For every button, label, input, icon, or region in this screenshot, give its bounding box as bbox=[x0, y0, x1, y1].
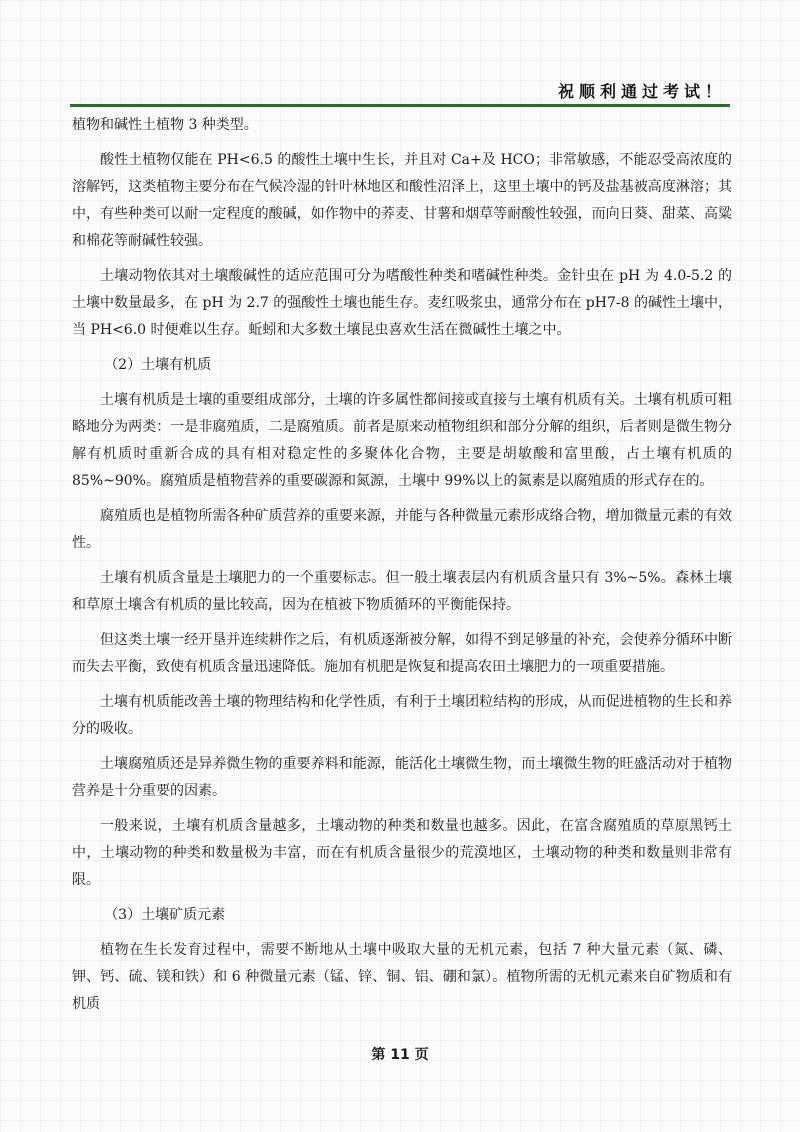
paragraph-continuation: 植物和碱性土植物 3 种类型。 bbox=[72, 117, 258, 133]
paragraph-acidic-plants: 酸性土植物仅能在 PH<6.5 的酸性土壤中生长，并且对 Ca+及 HCO；非常敏感，不能忍受高浓度的溶解钙，这类植物主要分布在气候冷湿的针叶林地区和酸性沼泽上，这里土壤中的钙及盐基被高度淋溶；其中，有些种类可以耐一定程度的酸碱，如作物中的荞麦、甘薯和烟草等耐酸性较强，而向日葵、甜菜、高粱和棉花等耐碱性较强。 bbox=[72, 152, 732, 249]
page-number: 第 11 页 bbox=[371, 1047, 429, 1063]
header-motto: 祝顺利通过考试！ bbox=[557, 82, 726, 101]
paragraph-microbes: 土壤腐殖质还是异养微生物的重要养料和能源，能活化土壤微生物，而土壤微生物的旺盛活动对于植物营养是十分重要的因素。 bbox=[72, 756, 732, 799]
section-heading-organic-matter: （2）土壤有机质 bbox=[104, 357, 212, 373]
paragraph-animal-diversity: 一般来说，土壤有机质含量越多，土壤动物的种类和数量也越多。因此，在富含腐殖质的草原黑钙土中，土壤动物的种类和数量极为丰富，而在有机质含量很少的荒漠地区，土壤动物的种类和数量则非常有限。 bbox=[72, 818, 732, 888]
paragraph-structure: 土壤有机质能改善土壤的物理结构和化学性质，有利于土壤团粒结构的形成，从而促进植物的生长和养分的吸收。 bbox=[72, 694, 732, 737]
paragraph-mineral-elements: 植物在生长发育过程中，需要不断地从土壤中吸取大量的无机元素，包括 7 种大量元素（氮、磷、钾、钙、硫、镁和铁）和 6 种微量元素（锰、锌、铜、铝、硼和氯）。植物所需的无机元素来自矿物质和有机质 bbox=[72, 942, 732, 1012]
paragraph-organic-content: 土壤有机质含量是土壤肥力的一个重要标志。但一般土壤表层内有机质含量只有 3%~5%。森林土壤和草原土壤含有机质的量比较高，因为在植被下物质循环的平衡能保持。 bbox=[72, 570, 732, 613]
section-heading-mineral-elements: （3）土壤矿质元素 bbox=[104, 907, 226, 923]
page-body bbox=[72, 112, 732, 1026]
paragraph-soil-animals-ph: 土壤动物依其对土壤酸碱性的适应范围可分为嗜酸性种类和嗜碱性种类。金针虫在 pH 为 4.0-5.2 的土壤中数量最多，在 pH 为 2.7 的强酸性土壤也能生存。麦红吸浆虫，通常分布在 pH7-8 的碱性土壤中，当 PH<6.0 时便难以生存。蚯蚓和大多数土壤昆虫喜欢生活在微碱性土壤之中。 bbox=[72, 268, 732, 338]
paragraph-humus-minerals: 腐殖质也是植物所需各种矿质营养的重要来源，并能与各种微量元素形成络合物，增加微量元素的有效性。 bbox=[72, 508, 732, 551]
paragraph-organic-matter-definition: 土壤有机质是土壤的重要组成部分，土壤的许多属性都间接或直接与土壤有机质有关。土壤有机质可粗略地分为两类：一是非腐殖质，二是腐殖质。前者是原来动植物组织和部分分解的组织，后者则是微生物分解有机质时重新合成的具有相对稳定性的多聚体化合物，主要是胡敏酸和富里酸，占土壤有机质的 85%~90%。腐殖质是植物营养的重要碳源和氮源，土壤中 99%以上的氮素是以腐殖质的形式存在的。 bbox=[72, 392, 732, 489]
paragraph-cultivation: 但这类土壤一经开垦并连续耕作之后，有机质逐渐被分解，如得不到足够量的补充，会使养分循环中断而失去平衡，致使有机质含量迅速降低。施加有机肥是恢复和提高农田土壤肥力的一项重要措施。 bbox=[72, 632, 732, 675]
header-divider bbox=[70, 104, 730, 107]
